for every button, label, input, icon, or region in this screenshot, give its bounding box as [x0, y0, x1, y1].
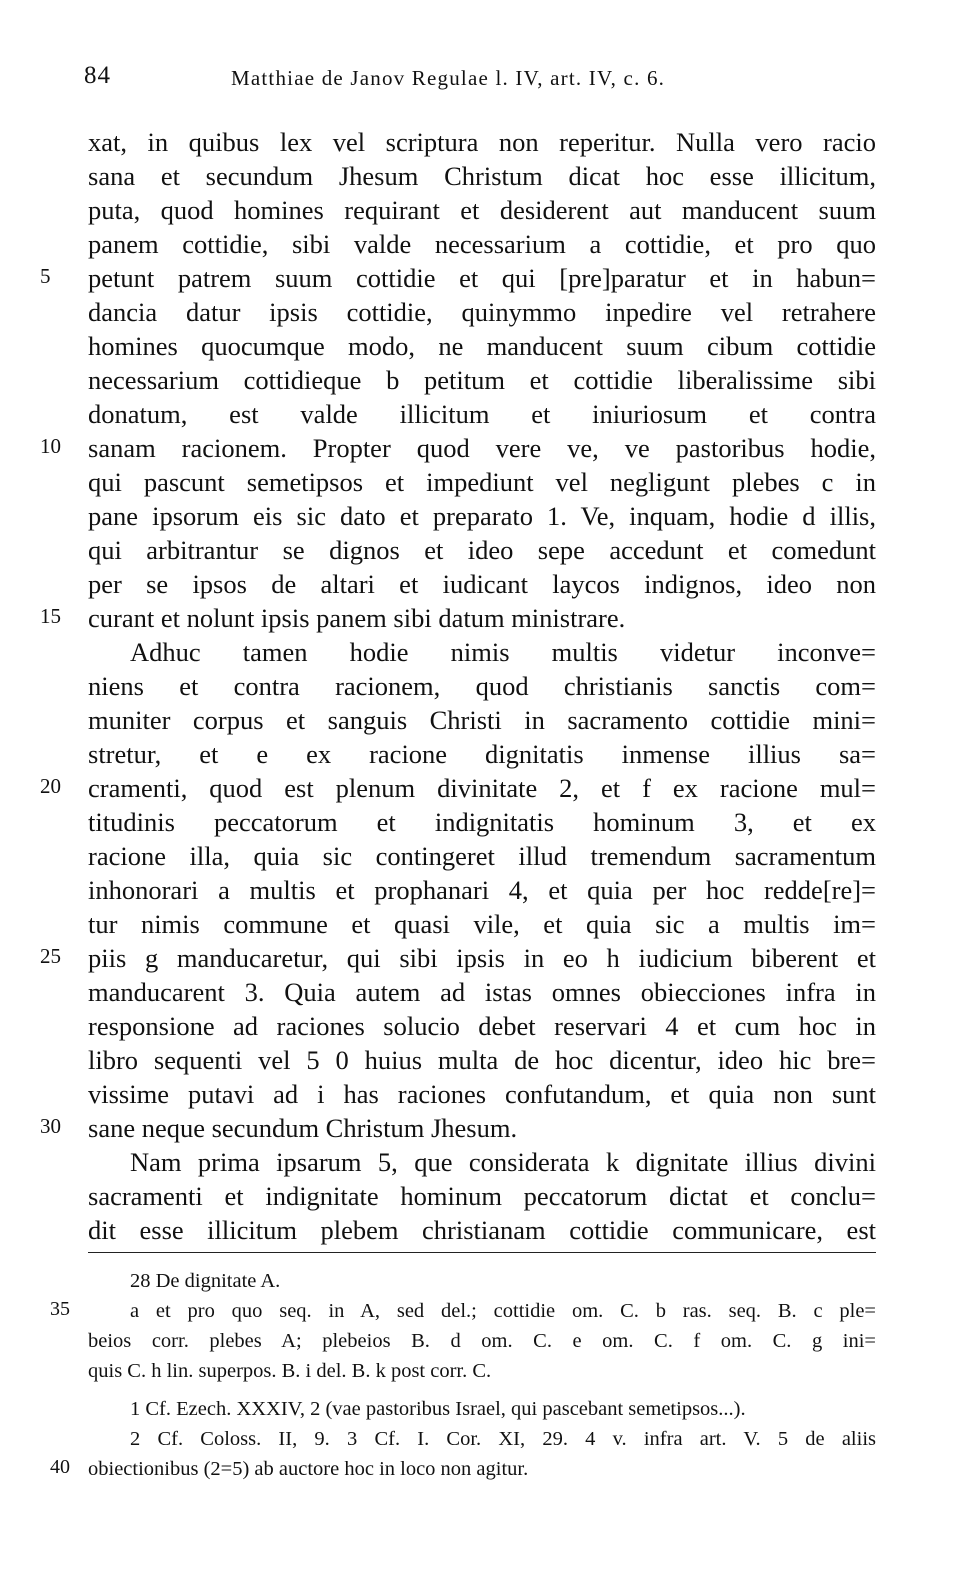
- line-text: Nam prima ipsarum 5, que considerata k dignitate illius divini: [130, 1147, 876, 1177]
- line-number: 25: [40, 944, 61, 968]
- main-text: [0, 125, 960, 1247]
- text-line: [0, 533, 960, 567]
- text-line: [0, 737, 960, 771]
- apparatus-line: [0, 1356, 960, 1386]
- note-text: 2 Cf. Coloss. II, 9. 3 Cf. I. Cor. XI, 29. 4 v. infra art. V. 5 de aliis: [130, 1428, 876, 1450]
- line-text: petunt patrem suum cottidie et qui [pre]paratur et in habun=: [88, 263, 876, 293]
- line-number: 10: [40, 434, 61, 458]
- page-number: 84: [84, 62, 111, 89]
- text-line: [0, 907, 960, 941]
- line-text: racione illa, quia sic contingeret illud tremendum sacramentum: [88, 841, 876, 871]
- source-note-line: [0, 1394, 960, 1424]
- text-line: [0, 805, 960, 839]
- line-text: qui pascunt semetipsos et impediunt vel negligunt plebes c in: [88, 467, 876, 497]
- line-text: manducarent 3. Quia autem ad istas omnes obiecciones infra in: [88, 977, 876, 1007]
- line-number: 40: [50, 1456, 70, 1478]
- footnotes: [0, 1266, 960, 1484]
- line-text: homines quocumque modo, ne manducent suum cibum cottidie: [88, 331, 876, 361]
- line-text: pane ipsorum eis sic dato et preparato 1. Ve, inquam, hodie d illis,: [88, 501, 876, 531]
- line-text: vissime putavi ad i has raciones confutandum, et quia non sunt: [88, 1079, 876, 1109]
- note-gap: [0, 1386, 960, 1394]
- note-text: quis C. h lin. superpos. B. i del. B. k post corr. C.: [88, 1360, 492, 1382]
- text-line: [0, 1043, 960, 1077]
- running-head: Matthiae de Janov Regulae l. IV, art. IV, c. 6.: [231, 66, 666, 90]
- text-line: [0, 703, 960, 737]
- text-line: [0, 193, 960, 227]
- footnote-divider: [88, 1252, 876, 1253]
- text-line: [0, 1009, 960, 1043]
- note-text: beios corr. plebes A; plebeios B. d om. C. e om. C. f om. C. g ini=: [88, 1330, 876, 1352]
- line-text: Adhuc tamen hodie nimis multis videtur inconve=: [130, 637, 876, 667]
- source-note-line: [0, 1454, 960, 1484]
- note-text: obiectionibus (2=5) ab auctore hoc in loco non agitur.: [88, 1458, 529, 1480]
- text-line: [0, 567, 960, 601]
- line-text: xat, in quibus lex vel scriptura non reperitur. Nulla vero racio: [88, 127, 876, 157]
- text-line: [0, 941, 960, 975]
- note-text: a et pro quo seq. in A, sed del.; cottidie om. C. b ras. seq. B. c ple=: [130, 1300, 876, 1322]
- apparatus-line: [0, 1266, 960, 1296]
- line-text: niens et contra racionem, quod christianis sanctis com=: [88, 671, 876, 701]
- apparatus-line: [0, 1326, 960, 1356]
- text-line: [0, 363, 960, 397]
- line-text: muniter corpus et sanguis Christi in sacramento cottidie mini=: [88, 705, 876, 735]
- page-header: [84, 62, 884, 96]
- note-text: 1 Cf. Ezech. XXXIV, 2 (vae pastoribus Israel, qui pascebant semetipsos...).: [130, 1398, 746, 1420]
- line-text: sana et secundum Jhesum Christum dicat hoc esse illicitum,: [88, 161, 876, 191]
- line-text: piis g manducaretur, qui sibi ipsis in eo h iudicium biberent et: [88, 943, 876, 973]
- line-number: 15: [40, 604, 61, 628]
- line-number: 30: [40, 1114, 61, 1138]
- line-text: per se ipsos de altari et iudicant laycos indignos, ideo non: [88, 569, 876, 599]
- text-line: [0, 329, 960, 363]
- line-number: 20: [40, 774, 61, 798]
- text-line: [0, 1179, 960, 1213]
- text-line: [0, 227, 960, 261]
- line-text: inhonorari a multis et prophanari 4, et quia per hoc redde[re]=: [88, 875, 876, 905]
- source-note-line: [0, 1424, 960, 1454]
- line-text: panem cottidie, sibi valde necessarium a cottidie, et pro quo: [88, 229, 876, 259]
- text-line: [0, 1077, 960, 1111]
- line-number: 5: [40, 264, 51, 288]
- text-line: [0, 1111, 960, 1145]
- text-line: [0, 431, 960, 465]
- text-line: [0, 397, 960, 431]
- text-line: [0, 1213, 960, 1247]
- line-text: cramenti, quod est plenum divinitate 2, et f ex racione mul=: [88, 773, 876, 803]
- text-line: [0, 839, 960, 873]
- text-line: [0, 465, 960, 499]
- apparatus-line: [0, 1296, 960, 1326]
- line-text: titudinis peccatorum et indignitatis hominum 3, et ex: [88, 807, 876, 837]
- line-text: qui arbitrantur se dignos et ideo sepe accedunt et comedunt: [88, 535, 876, 565]
- text-line: [0, 771, 960, 805]
- text-line: [0, 873, 960, 907]
- line-text: donatum, est valde illicitum et iniuriosum et contra: [88, 399, 876, 429]
- text-line: [0, 499, 960, 533]
- line-text: dit esse illicitum plebem christianam cottidie communicare, est: [88, 1215, 876, 1245]
- text-line: [0, 295, 960, 329]
- line-text: libro sequenti vel 5 0 huius multa de hoc dicentur, ideo hic bre=: [88, 1045, 876, 1075]
- text-line: [0, 601, 960, 635]
- text-line: [0, 125, 960, 159]
- line-text: dancia datur ipsis cottidie, quinymmo inpedire vel retrahere: [88, 297, 876, 327]
- note-text: 28 De dignitate A.: [130, 1270, 281, 1292]
- text-line: [0, 635, 960, 669]
- text-line: [0, 975, 960, 1009]
- line-text: sacramenti et indignitate hominum peccatorum dictat et conclu=: [88, 1181, 876, 1211]
- line-number: 35: [50, 1298, 70, 1320]
- line-text: necessarium cottidieque b petitum et cottidie liberalissime sibi: [88, 365, 876, 395]
- text-line: [0, 1145, 960, 1179]
- line-text: tur nimis commune et quasi vile, et quia sic a multis im=: [88, 909, 876, 939]
- line-text: sane neque secundum Christum Jhesum.: [88, 1113, 518, 1143]
- line-text: curant et nolunt ipsis panem sibi datum ministrare.: [88, 603, 626, 633]
- text-line: [0, 261, 960, 295]
- line-text: sanam racionem. Propter quod vere ve, ve pastoribus hodie,: [88, 433, 876, 463]
- text-line: [0, 669, 960, 703]
- line-text: responsione ad raciones solucio debet reservari 4 et cum hoc in: [88, 1011, 876, 1041]
- line-text: puta, quod homines requirant et desiderent aut manducent suum: [88, 195, 876, 225]
- line-text: stretur, et e ex racione dignitatis inmense illius sa=: [88, 739, 876, 769]
- text-line: [0, 159, 960, 193]
